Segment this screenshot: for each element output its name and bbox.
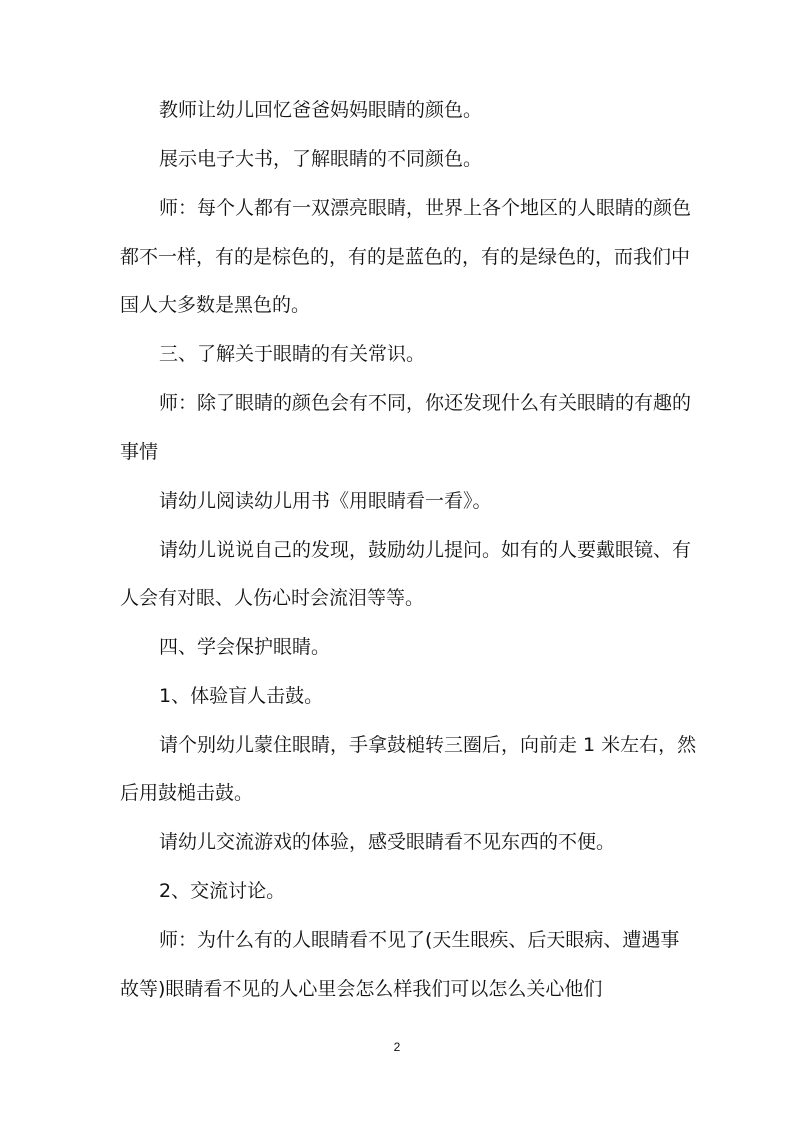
paragraph-line: 国人大多数是黑色的。 [120, 294, 311, 316]
page-number: 2 [393, 1040, 401, 1054]
paragraph-line: 教师让幼儿回忆爸爸妈妈眼睛的颜色。 [159, 99, 483, 121]
subsection-heading: 2、交流讨论。 [159, 880, 286, 902]
paragraph-line: 故等)眼睛看不见的人心里会怎么样我们可以怎么关心他们 [120, 978, 603, 1000]
paragraph-line: 展示电子大书，了解眼睛的不同颜色。 [159, 148, 483, 170]
paragraph-line: 师：为什么有的人眼睛看不见了(天生眼疾、后天眼病、遭遇事 [159, 929, 680, 951]
paragraph-line: 请幼儿阅读幼儿用书《用眼睛看一看》。 [159, 490, 492, 512]
subsection-heading: 1、体验盲人击鼓。 [159, 685, 324, 707]
paragraph-line: 师：每个人都有一双漂亮眼睛，世界上各个地区的人眼睛的颜色 [159, 197, 692, 219]
section-heading: 四、学会保护眼睛。 [159, 636, 331, 658]
paragraph-line: 请个别幼儿蒙住眼睛，手拿鼓槌转三圈后，向前走 1 米左右，然 [159, 734, 697, 756]
paragraph-line: 人会有对眼、人伤心时会流泪等等。 [120, 587, 425, 609]
paragraph-line: 师：除了眼睛的颜色会有不同，你还发现什么有关眼睛的有趣的 [159, 392, 692, 414]
section-heading: 三、了解关于眼睛的有关常识。 [159, 343, 426, 365]
paragraph-line: 请幼儿说说自己的发现，鼓励幼儿提问。如有的人要戴眼镜、有 [159, 539, 692, 561]
paragraph-line: 都不一样，有的是棕色的，有的是蓝色的，有的是绿色的，而我们中 [120, 246, 691, 268]
paragraph-line: 请幼儿交流游戏的体验，感受眼睛看不见东西的不便。 [159, 831, 616, 853]
paragraph-line: 事情 [120, 441, 159, 463]
paragraph-line: 后用鼓槌击鼓。 [120, 782, 254, 804]
